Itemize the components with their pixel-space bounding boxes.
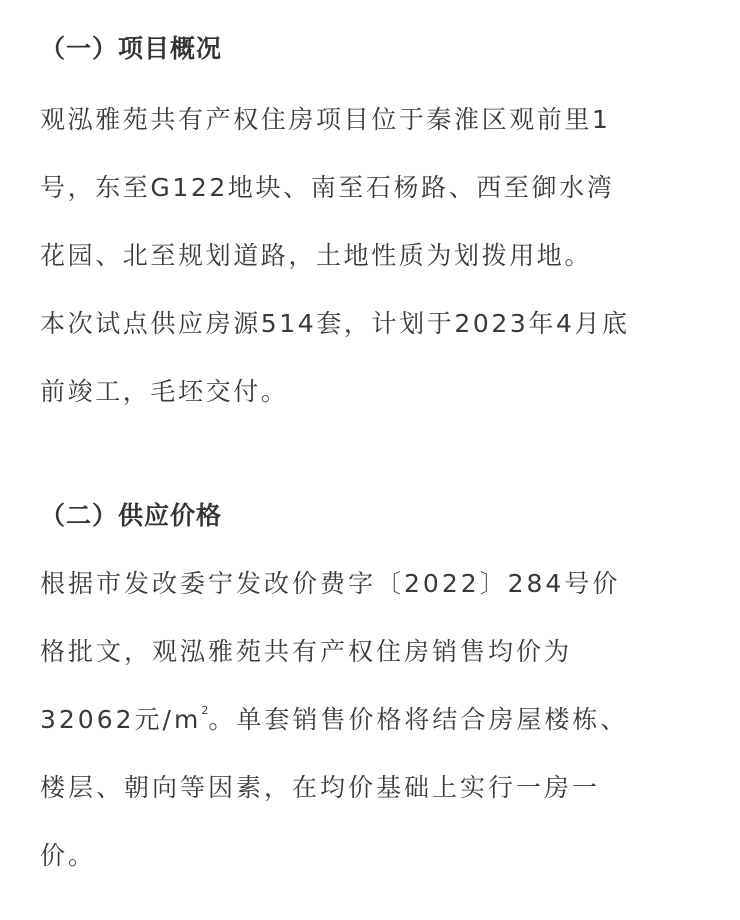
price-sentence-tail: 。单套销售价格将结合房屋楼栋、 [208, 705, 629, 734]
paragraph-line-price [40, 703, 628, 737]
paragraph-line: 花园、北至规划道路，土地性质为划拨用地。 [40, 241, 593, 270]
section-heading-overview: （一）项目概况 [40, 34, 223, 63]
paragraph-line: 本次试点供应房源514套，计划于2023年4月底 [40, 309, 630, 338]
paragraph-line: 价。 [40, 841, 97, 870]
paragraph-line: 楼层、朝向等因素，在均价基础上实行一房一 [40, 773, 601, 802]
paragraph-line: 根据市发改委宁发改价费字〔2022〕284号价 [40, 569, 621, 598]
section-heading-price: （二）供应价格 [40, 501, 223, 530]
square-unit-superscript: 2 [201, 704, 209, 717]
paragraph-line: 格批文，观泓雅苑共有产权住房销售均价为 [40, 637, 573, 666]
paragraph-line: 前竣工，毛坯交付。 [40, 377, 289, 406]
average-price-value: 32062元/m [40, 705, 202, 734]
paragraph-line: 观泓雅苑共有产权住房项目位于秦淮区观前里1 [40, 105, 611, 134]
paragraph-line: 号，东至G122地块、南至石杨路、西至御水湾 [40, 173, 615, 202]
